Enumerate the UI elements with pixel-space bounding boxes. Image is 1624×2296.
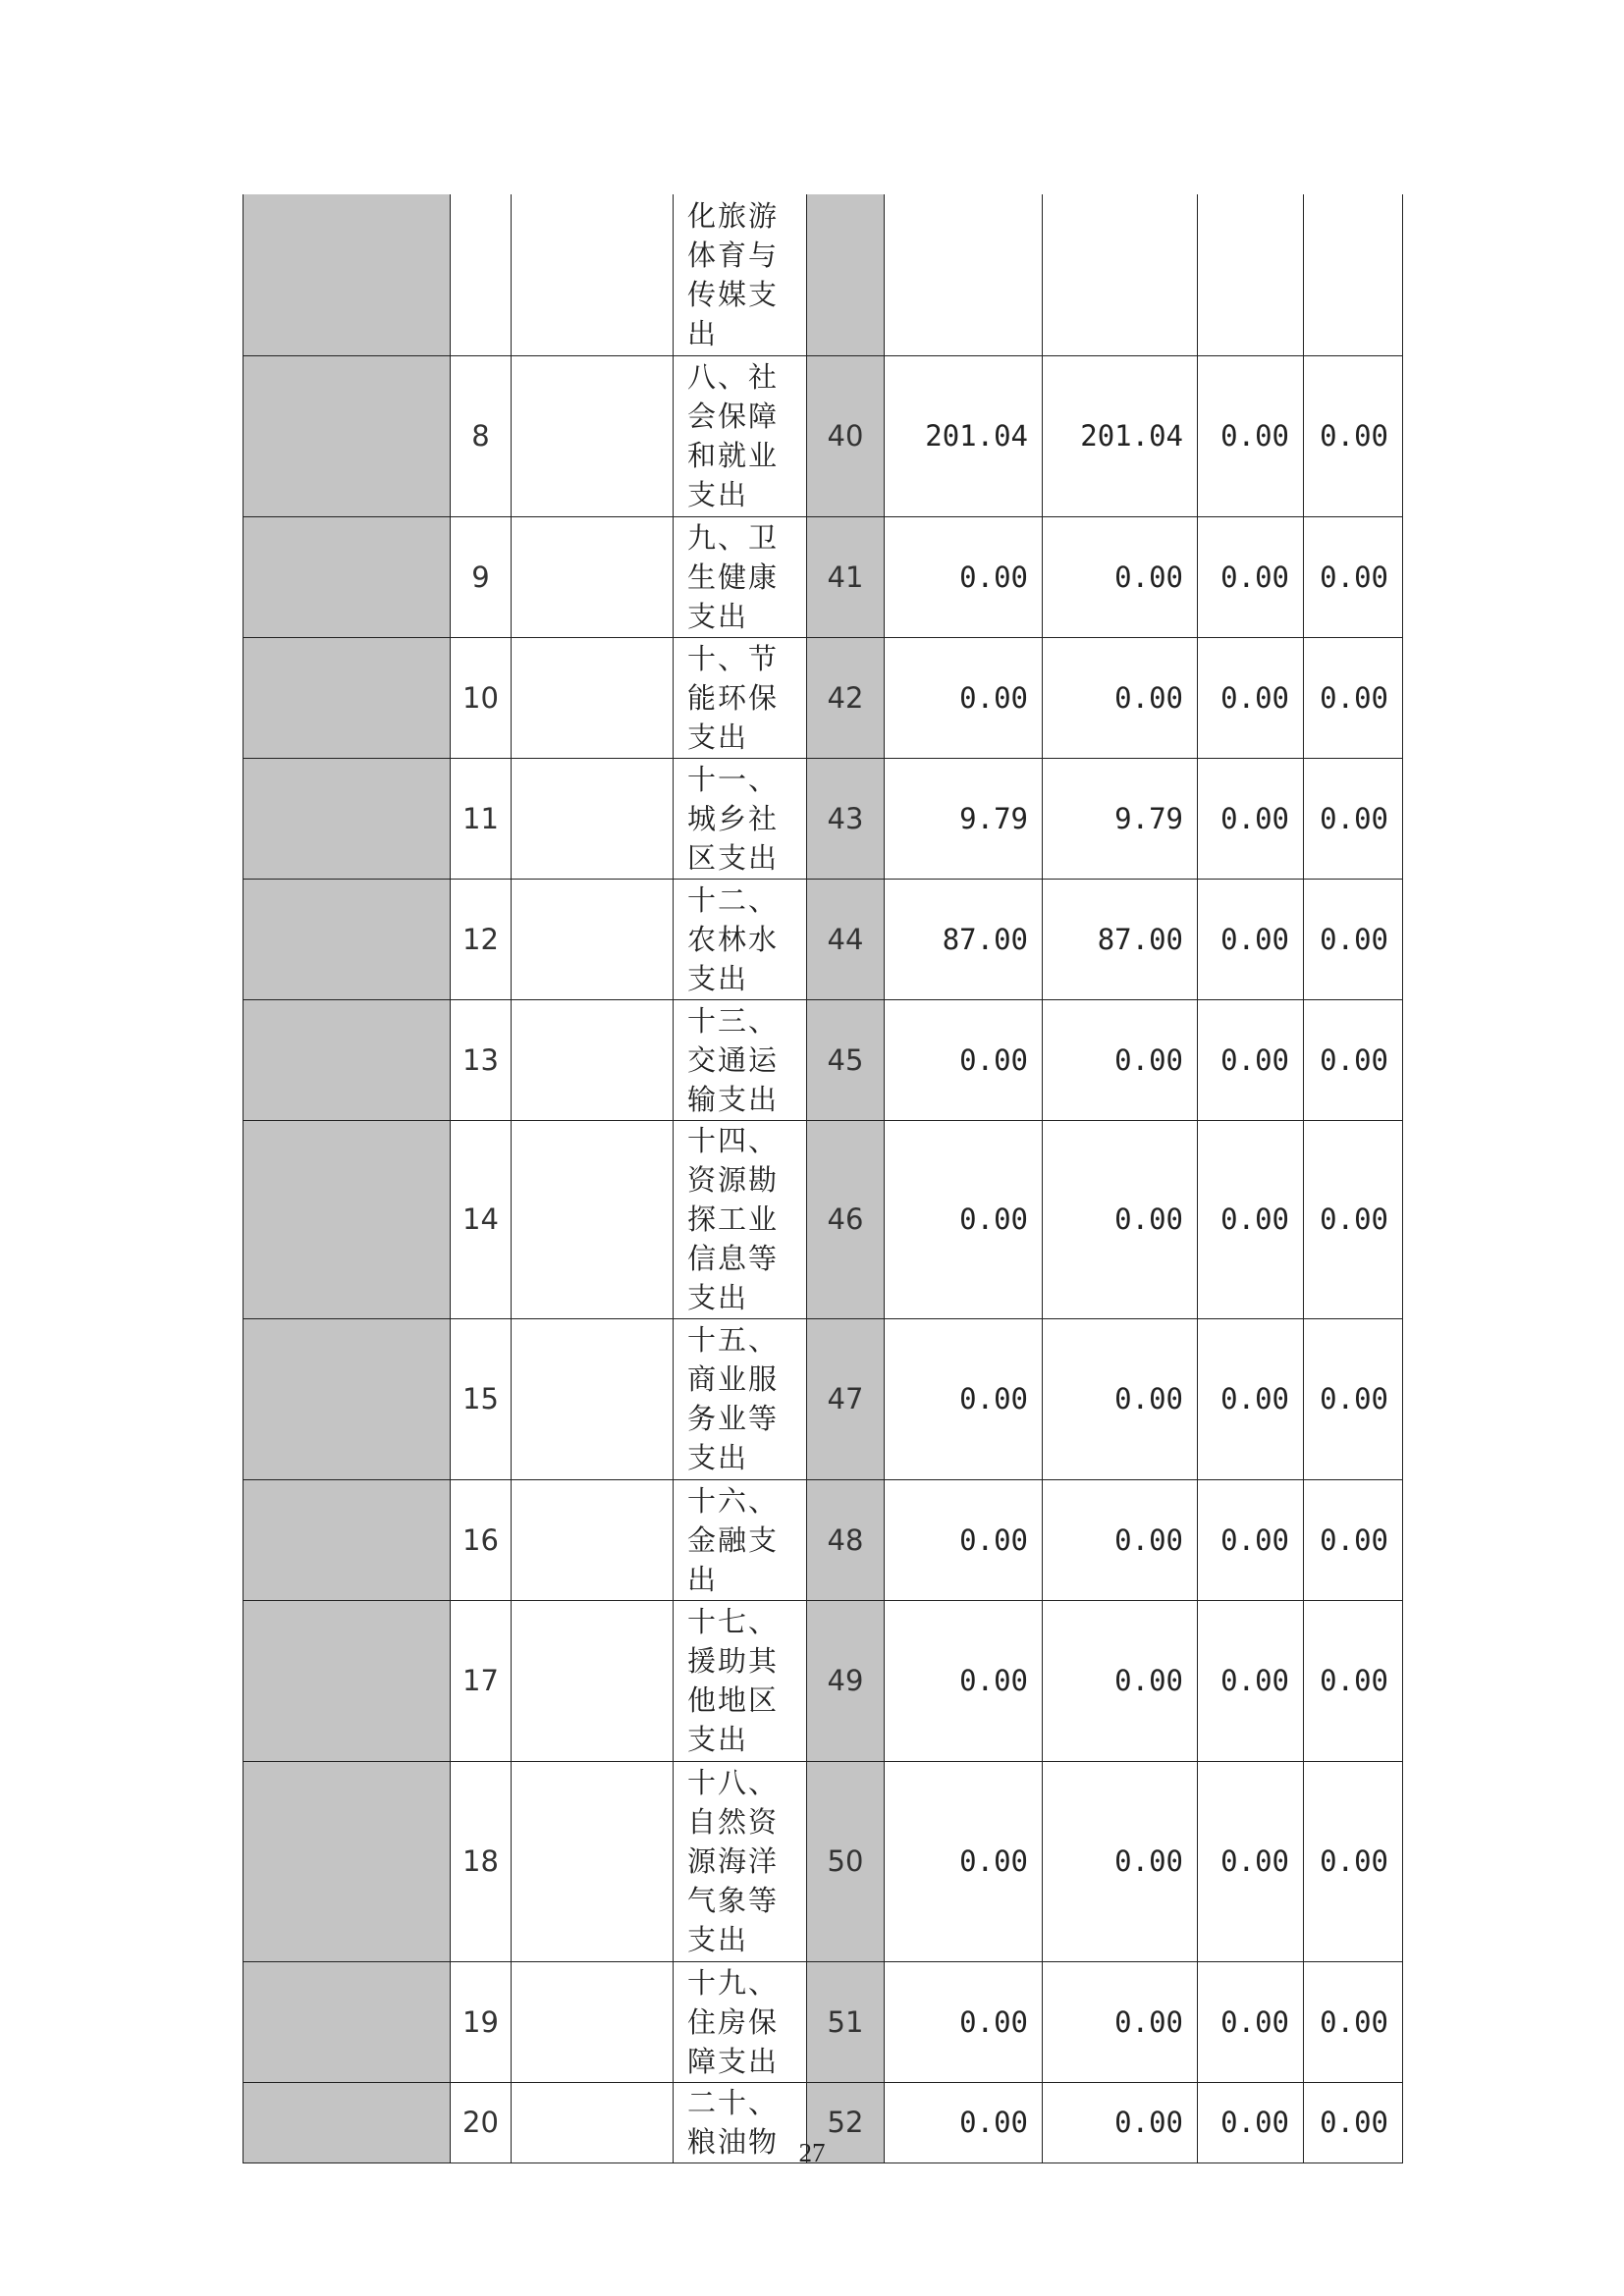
amount-cell: 0.00: [1304, 637, 1403, 758]
item-name-line: 十七、: [687, 1605, 780, 1638]
budget-table: [243, 194, 1403, 2163]
amount-cell: 0.00: [1043, 1961, 1198, 2082]
amount-cell: 0.00: [885, 1120, 1043, 1318]
line-number-cell: 44: [807, 879, 885, 999]
line-number-cell: 45: [807, 999, 885, 1120]
table-row: [244, 1318, 1403, 1479]
item-name-line: 会保障: [687, 400, 780, 433]
amount-cell: 0.00: [1304, 516, 1403, 637]
item-name-line: 交通运: [687, 1042, 780, 1077]
row-sequence-cell: 20: [451, 2082, 512, 2163]
amount-cell: 0.00: [1198, 1761, 1304, 1961]
line-number-cell: 46: [807, 1120, 885, 1318]
item-name-cell: [674, 355, 807, 516]
line-number-cell: 49: [807, 1600, 885, 1761]
category-cell: [244, 1600, 451, 1761]
blank-cell: [512, 516, 674, 637]
table-row: [244, 516, 1403, 637]
item-name-line: 十六、: [687, 1483, 780, 1518]
amount-cell: 0.00: [1304, 1318, 1403, 1479]
table-row: [244, 355, 1403, 516]
table-row: [244, 999, 1403, 1120]
amount-cell: 0.00: [1198, 1600, 1304, 1761]
item-name-line: 支出: [687, 599, 749, 633]
item-name-line: 支出: [687, 961, 749, 995]
item-name-line: 援助其: [687, 1644, 780, 1678]
item-name-line: 十五、: [687, 1323, 780, 1357]
row-sequence-cell: 19: [451, 1961, 512, 2082]
row-sequence-cell: 15: [451, 1318, 512, 1479]
category-cell: [244, 194, 451, 355]
item-name-line: 他地区: [687, 1683, 780, 1717]
amount-cell: 201.04: [885, 355, 1043, 516]
amount-cell: 0.00: [1304, 1120, 1403, 1318]
row-sequence-cell: 17: [451, 1600, 512, 1761]
amount-cell: 0.00: [885, 2082, 1043, 2163]
amount-cell: 0.00: [1304, 999, 1403, 1120]
table-row: [244, 637, 1403, 758]
category-cell: [244, 1761, 451, 1961]
blank-cell: [512, 1120, 674, 1318]
category-cell: [244, 637, 451, 758]
item-name-line: 探工业: [687, 1202, 780, 1236]
category-cell: [244, 1961, 451, 2082]
amount-cell: 0.00: [885, 516, 1043, 637]
item-name-line: 十一、: [687, 762, 780, 796]
category-cell: [244, 1479, 451, 1600]
amount-cell: 0.00: [885, 999, 1043, 1120]
amount-cell: 0.00: [1198, 758, 1304, 879]
item-name-cell: [674, 999, 807, 1120]
row-sequence-cell: 14: [451, 1120, 512, 1318]
amount-cell: 201.04: [1043, 355, 1198, 516]
blank-cell: [512, 1479, 674, 1600]
item-name-line: 能环保: [687, 680, 780, 715]
row-sequence-cell: 12: [451, 879, 512, 999]
blank-cell: [512, 999, 674, 1120]
category-cell: [244, 355, 451, 516]
item-name-line: 十九、: [687, 1965, 780, 2000]
item-name-line: 支出: [687, 1923, 749, 1956]
amount-cell: 0.00: [1304, 879, 1403, 999]
category-cell: [244, 999, 451, 1120]
amount-cell: 0.00: [1043, 1120, 1198, 1318]
amount-cell: 9.79: [885, 758, 1043, 879]
blank-cell: [512, 758, 674, 879]
item-name-line: 粮油物: [687, 2125, 780, 2159]
amount-cell: 0.00: [1043, 2082, 1198, 2163]
amount-cell: 0.00: [1304, 758, 1403, 879]
amount-cell: 0.00: [1304, 1961, 1403, 2082]
item-name-line: 十八、: [687, 1766, 780, 1799]
amount-cell: 0.00: [1043, 1479, 1198, 1600]
blank-cell: [512, 1318, 674, 1479]
line-number-cell: 51: [807, 1961, 885, 2082]
item-name-line: 输支出: [687, 1082, 780, 1116]
item-name-line: 支出: [687, 1441, 749, 1474]
blank-cell: [512, 1761, 674, 1961]
amount-cell: 0.00: [1043, 1318, 1198, 1479]
item-name-line: 支出: [687, 1281, 749, 1314]
amount-cell: 0.00: [1043, 516, 1198, 637]
table-body: [244, 194, 1403, 2163]
item-name-line: 和就业: [687, 439, 780, 472]
line-number-cell: 41: [807, 516, 885, 637]
item-name-line: 资源勘: [687, 1163, 780, 1197]
table-row: [244, 758, 1403, 879]
amount-cell: [1043, 194, 1198, 355]
item-name-line: 住房保: [687, 2004, 780, 2039]
item-name-line: 出: [687, 1562, 719, 1596]
blank-cell: [512, 879, 674, 999]
line-number-cell: 47: [807, 1318, 885, 1479]
item-name-cell: [674, 1600, 807, 1761]
item-name-line: 金融支: [687, 1522, 780, 1557]
category-cell: [244, 879, 451, 999]
table-row: [244, 194, 1403, 355]
item-name-cell: [674, 1120, 807, 1318]
row-sequence-cell: 18: [451, 1761, 512, 1961]
item-name-cell: [674, 1961, 807, 2082]
line-number-cell: 48: [807, 1479, 885, 1600]
row-sequence-cell: 9: [451, 516, 512, 637]
amount-cell: 0.00: [1304, 1479, 1403, 1600]
amount-cell: 0.00: [885, 1761, 1043, 1961]
item-name-line: 体育与: [687, 238, 780, 272]
item-name-cell: [674, 516, 807, 637]
amount-cell: 0.00: [1043, 637, 1198, 758]
amount-cell: 0.00: [1198, 637, 1304, 758]
table-row: [244, 1120, 1403, 1318]
amount-cell: 0.00: [885, 1961, 1043, 2082]
item-name-cell: [674, 637, 807, 758]
item-name-line: 务业等: [687, 1402, 780, 1435]
line-number-cell: 50: [807, 1761, 885, 1961]
item-name-cell: [674, 758, 807, 879]
item-name-line: 信息等: [687, 1242, 780, 1275]
line-number-cell: 40: [807, 355, 885, 516]
blank-cell: [512, 194, 674, 355]
blank-cell: [512, 1961, 674, 2082]
item-name-line: 支出: [687, 1723, 749, 1756]
item-name-line: 十二、: [687, 882, 780, 917]
item-name-line: 区支出: [687, 840, 780, 875]
item-name-line: 源海洋: [687, 1844, 780, 1878]
item-name-line: 生健康: [687, 560, 780, 594]
category-cell: [244, 1120, 451, 1318]
table-row: [244, 1761, 1403, 1961]
item-name-line: 城乡社: [687, 801, 780, 835]
item-name-line: 二十、: [687, 2086, 780, 2119]
amount-cell: 0.00: [885, 1318, 1043, 1479]
amount-cell: 0.00: [1198, 2082, 1304, 2163]
amount-cell: 87.00: [885, 879, 1043, 999]
blank-cell: [512, 637, 674, 758]
table-row: [244, 1479, 1403, 1600]
amount-cell: 0.00: [1198, 1479, 1304, 1600]
category-cell: [244, 758, 451, 879]
item-name-cell: [674, 194, 807, 355]
amount-cell: 87.00: [1043, 879, 1198, 999]
amount-cell: 0.00: [1198, 1961, 1304, 2082]
item-name-line: 气象等: [687, 1884, 780, 1917]
row-sequence-cell: 8: [451, 355, 512, 516]
amount-cell: 0.00: [1198, 999, 1304, 1120]
item-name-cell: [674, 1479, 807, 1600]
item-name-cell: [674, 1318, 807, 1479]
amount-cell: 0.00: [1198, 1120, 1304, 1318]
row-sequence-cell: [451, 194, 512, 355]
row-sequence-cell: 13: [451, 999, 512, 1120]
amount-cell: 0.00: [1304, 1761, 1403, 1961]
item-name-line: 八、社: [687, 360, 780, 394]
amount-cell: 0.00: [1043, 1761, 1198, 1961]
item-name-line: 商业服: [687, 1362, 780, 1396]
amount-cell: [1198, 194, 1304, 355]
item-name-cell: [674, 879, 807, 999]
item-name-line: 出: [687, 316, 719, 350]
amount-cell: 0.00: [1198, 516, 1304, 637]
table-row: [244, 1600, 1403, 1761]
item-name-line: 九、卫: [687, 520, 780, 555]
table-row: [244, 1961, 1403, 2082]
item-name-line: 支出: [687, 720, 749, 754]
item-name-line: 十、节: [687, 641, 780, 675]
item-name-line: 支出: [687, 478, 749, 511]
item-name-line: 十四、: [687, 1124, 780, 1157]
line-number-cell: 52: [807, 2082, 885, 2163]
item-name-line: 化旅游: [687, 198, 780, 233]
amount-cell: 0.00: [1043, 999, 1198, 1120]
row-sequence-cell: 11: [451, 758, 512, 879]
amount-cell: 0.00: [1198, 355, 1304, 516]
blank-cell: [512, 355, 674, 516]
page-number: 27: [798, 2138, 826, 2167]
amount-cell: 0.00: [1304, 2082, 1403, 2163]
amount-cell: [1304, 194, 1403, 355]
amount-cell: 0.00: [1198, 879, 1304, 999]
amount-cell: [885, 194, 1043, 355]
item-name-line: 自然资: [687, 1805, 780, 1839]
amount-cell: 0.00: [1198, 1318, 1304, 1479]
line-number-cell: 43: [807, 758, 885, 879]
amount-cell: 0.00: [1304, 1600, 1403, 1761]
amount-cell: 0.00: [885, 637, 1043, 758]
amount-cell: 0.00: [885, 1479, 1043, 1600]
item-name-line: 农林水: [687, 922, 780, 956]
amount-cell: 0.00: [1304, 355, 1403, 516]
table-row: [244, 879, 1403, 999]
line-number-cell: [807, 194, 885, 355]
item-name-line: 十三、: [687, 1003, 780, 1038]
amount-cell: 0.00: [1043, 1600, 1198, 1761]
amount-cell: 0.00: [885, 1600, 1043, 1761]
item-name-cell: [674, 1761, 807, 1961]
item-name-line: 障支出: [687, 2044, 780, 2078]
item-name-line: 传媒支: [687, 277, 780, 311]
blank-cell: [512, 1600, 674, 1761]
category-cell: [244, 1318, 451, 1479]
line-number-cell: 42: [807, 637, 885, 758]
amount-cell: 9.79: [1043, 758, 1198, 879]
row-sequence-cell: 16: [451, 1479, 512, 1600]
row-sequence-cell: 10: [451, 637, 512, 758]
category-cell: [244, 516, 451, 637]
